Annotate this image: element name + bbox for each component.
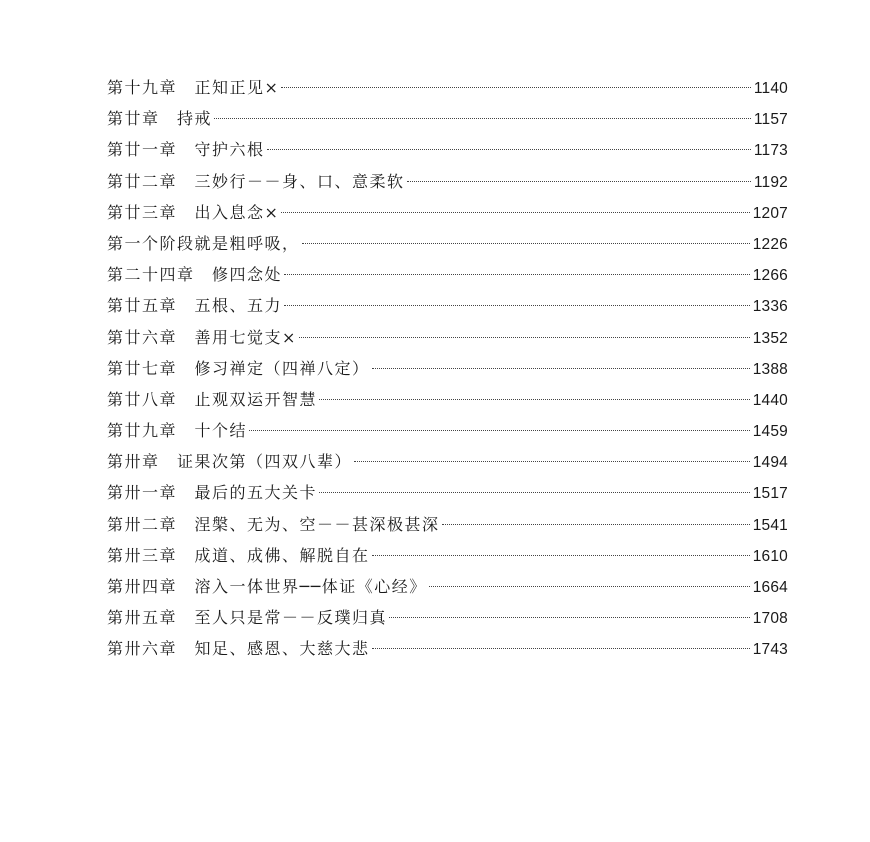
- toc-entry-title: 第卅六章 知足、感恩、大慈大悲: [107, 639, 370, 659]
- dot-leader: [319, 399, 750, 400]
- dot-leader: [302, 243, 750, 244]
- dot-leader: [442, 524, 750, 525]
- toc-entry: [107, 103, 788, 134]
- dot-leader: [281, 87, 750, 88]
- dot-leader: [372, 648, 750, 649]
- toc-entry: [107, 446, 788, 477]
- toc-entry-title: 第一个阶段就是粗呼吸，: [107, 233, 300, 253]
- toc-entry-title: 第廿二章 三妙行－－身、口、意柔软: [107, 171, 405, 191]
- toc-entry-page-number: 1459: [752, 423, 788, 441]
- dot-leader: [372, 368, 750, 369]
- dot-leader: [284, 305, 750, 306]
- toc-entry-page-number: 1336: [752, 298, 788, 316]
- toc-entry-page-number: 1664: [752, 579, 788, 596]
- toc-entry-title: 第廿章 持戒: [107, 109, 213, 129]
- toc-entry-page-number: 1708: [752, 610, 788, 628]
- toc-entry-title: 第廿八章 止观双运开智慧: [107, 389, 318, 409]
- toc-entry: [107, 259, 788, 290]
- dot-leader: [372, 555, 750, 556]
- toc-entry-page-number: 1140: [753, 80, 788, 97]
- toc-entry: [107, 602, 788, 633]
- dot-leader: [319, 492, 750, 493]
- dot-leader: [299, 337, 750, 338]
- toc-entry-title: 第卅一章 最后的五大关卡: [107, 483, 318, 503]
- toc-entry-title: 第卅章 证果次第（四双八辈）: [107, 452, 353, 472]
- toc-entry-title: 第廿三章 出入息念×: [107, 202, 280, 222]
- toc-entry-title: 第廿七章 修习禅定（四禅八定）: [107, 358, 370, 378]
- dot-leader: [429, 586, 750, 587]
- toc-entry: [107, 633, 788, 664]
- toc-entry-page-number: 1541: [752, 516, 788, 534]
- dot-leader: [249, 430, 750, 431]
- toc-entry-title: 第卅二章 涅槃、无为、空－－甚深极甚深: [107, 514, 440, 534]
- table-of-contents: [107, 72, 788, 665]
- toc-entry: [107, 197, 788, 228]
- dot-leader: [389, 617, 750, 618]
- toc-entry: [107, 509, 788, 540]
- toc-entry-title: 第廿一章 守护六根: [107, 140, 265, 160]
- toc-entry-page-number: 1517: [752, 485, 788, 503]
- toc-entry-title: 第卅四章 溶入一体世界──体证《心经》: [107, 577, 427, 596]
- toc-entry-page-number: 1440: [752, 391, 788, 409]
- toc-entry-page-number: 1352: [752, 329, 788, 347]
- toc-entry-page-number: 1226: [752, 235, 788, 253]
- toc-entry: [107, 415, 788, 446]
- toc-entry: [107, 477, 788, 508]
- toc-entry: [107, 540, 788, 571]
- toc-entry: [107, 353, 788, 384]
- toc-entry-title: 第二十四章 修四念处: [107, 265, 283, 285]
- toc-entry-title: 第廿六章 善用七觉支×: [107, 327, 297, 347]
- dot-leader: [354, 461, 750, 462]
- toc-entry-page-number: 1157: [753, 111, 788, 129]
- toc-entry-title: 第卅五章 至人只是常－－反璞归真: [107, 608, 388, 628]
- toc-entry-page-number: 1494: [752, 454, 788, 472]
- dot-leader: [407, 181, 751, 182]
- toc-entry-title: 第廿五章 五根、五力: [107, 296, 283, 316]
- toc-entry: [107, 384, 788, 415]
- toc-entry-page-number: 1207: [752, 204, 788, 222]
- toc-entry-title: 第卅三章 成道、成佛、解脱自在: [107, 545, 370, 565]
- toc-entry-title: 第廿九章 十个结: [107, 421, 248, 441]
- toc-entry-page-number: 1743: [752, 641, 788, 659]
- toc-entry: [107, 134, 788, 165]
- toc-entry-page-number: 1388: [752, 360, 788, 378]
- toc-entry: [107, 571, 788, 602]
- toc-entry-title: 第十九章 正知正见×: [107, 78, 280, 97]
- toc-entry: [107, 72, 788, 103]
- toc-entry-page-number: 1266: [752, 267, 788, 285]
- dot-leader: [214, 118, 751, 119]
- toc-entry: [107, 166, 788, 197]
- dot-leader: [281, 212, 749, 213]
- dot-leader: [267, 149, 751, 150]
- toc-entry: [107, 228, 788, 259]
- toc-entry-page-number: 1192: [753, 173, 788, 191]
- toc-entry-page-number: 1173: [753, 142, 788, 160]
- toc-entry: [107, 322, 788, 353]
- toc-entry: [107, 290, 788, 321]
- toc-entry-page-number: 1610: [752, 547, 788, 565]
- dot-leader: [284, 274, 750, 275]
